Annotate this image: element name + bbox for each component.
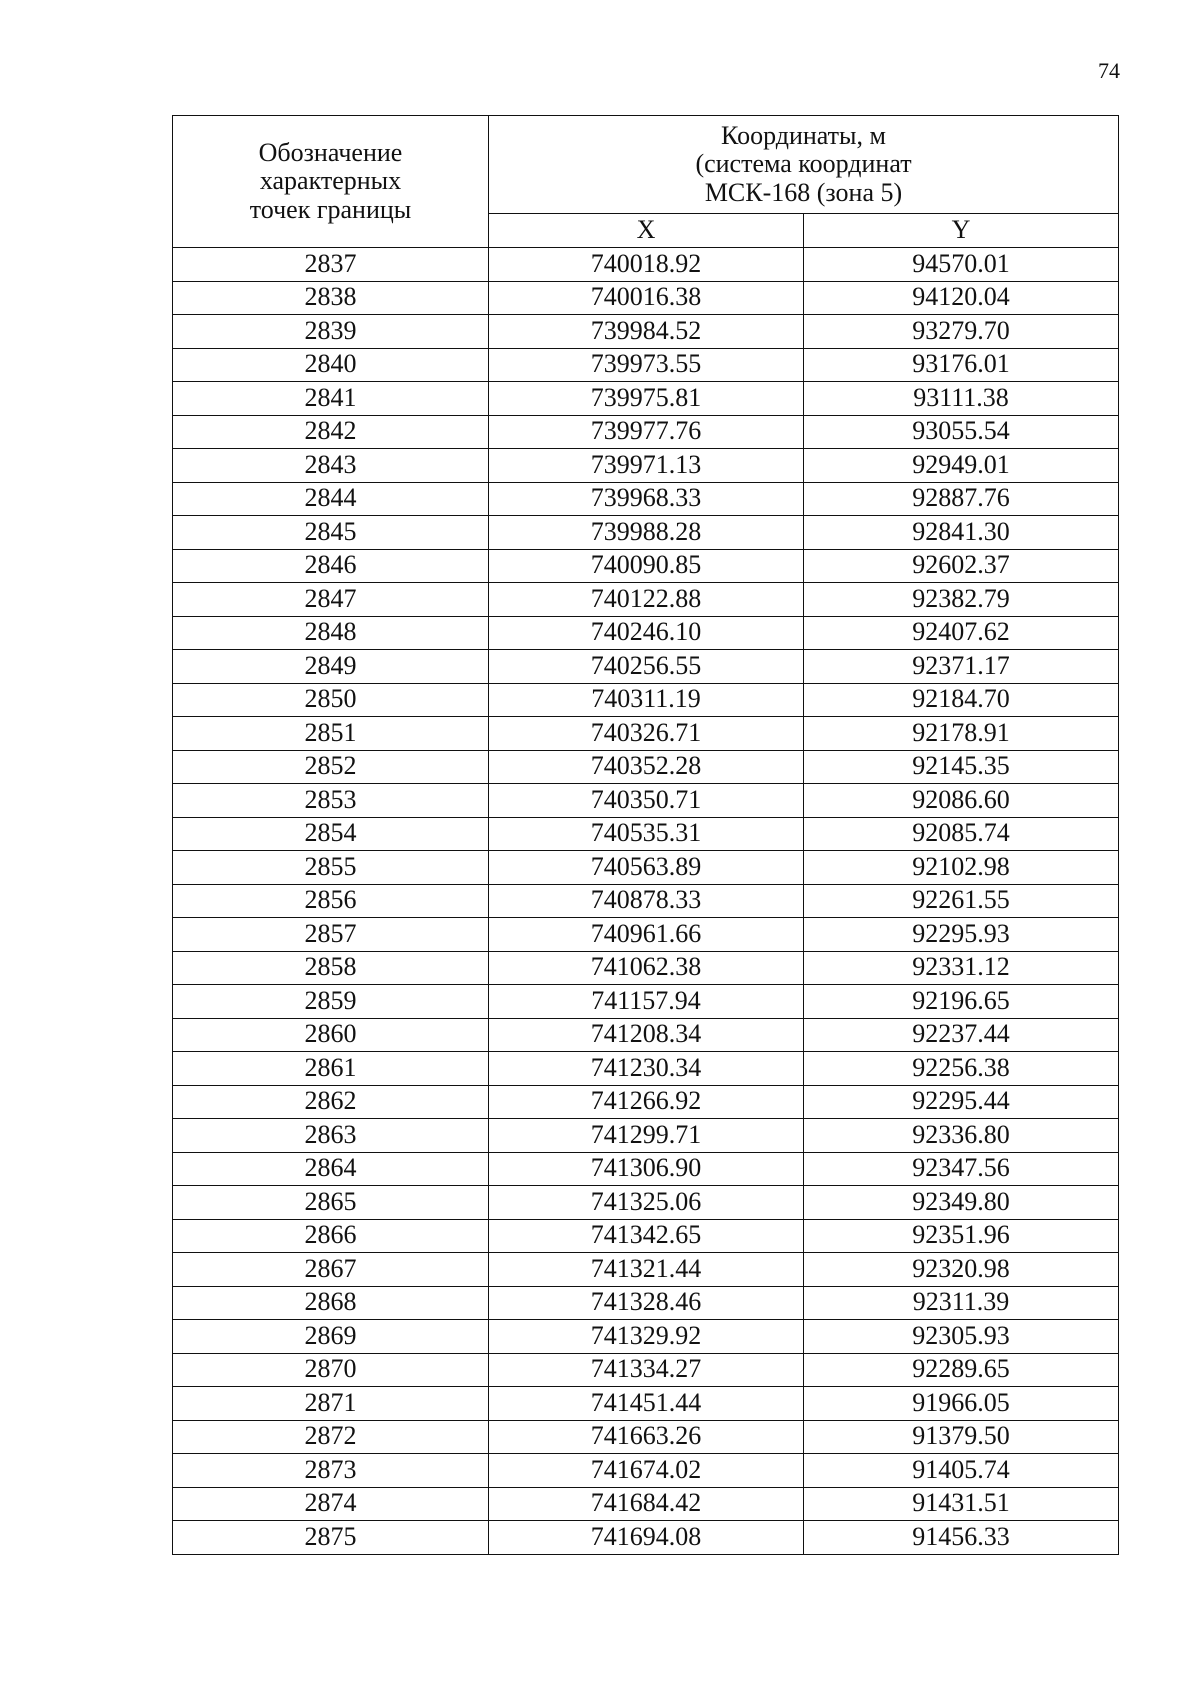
x-coord-cell: 739971.13: [489, 449, 804, 483]
x-coord-cell: 739973.55: [489, 348, 804, 382]
point-id-cell: 2855: [173, 851, 489, 885]
table-row: [173, 1152, 1119, 1186]
point-id-cell: 2860: [173, 1018, 489, 1052]
x-coord-cell: 741329.92: [489, 1320, 804, 1354]
y-coord-cell: 91379.50: [804, 1420, 1119, 1454]
x-coord-cell: 740563.89: [489, 851, 804, 885]
y-coord-cell: 92184.70: [804, 683, 1119, 717]
x-coord-cell: 741157.94: [489, 985, 804, 1019]
table-row: [173, 616, 1119, 650]
x-coord-cell: 740018.92: [489, 248, 804, 282]
y-coord-cell: 91405.74: [804, 1454, 1119, 1488]
table-body: [173, 248, 1119, 1555]
x-coord-cell: 739975.81: [489, 382, 804, 416]
x-coord-cell: 739977.76: [489, 415, 804, 449]
x-coord-cell: 740311.19: [489, 683, 804, 717]
table-row: [173, 1487, 1119, 1521]
y-coord-cell: 92295.93: [804, 918, 1119, 952]
y-coord-cell: 91456.33: [804, 1521, 1119, 1555]
coords-label-line2: (система координат: [695, 149, 912, 179]
point-id-cell: 2867: [173, 1253, 489, 1287]
table-row: [173, 248, 1119, 282]
table-row: [173, 1253, 1119, 1287]
table-row: [173, 281, 1119, 315]
point-id-cell: 2864: [173, 1152, 489, 1186]
x-coord-cell: 741062.38: [489, 951, 804, 985]
x-coord-cell: 741451.44: [489, 1387, 804, 1421]
point-id-cell: 2842: [173, 415, 489, 449]
table-row: [173, 1085, 1119, 1119]
x-coord-cell: 740961.66: [489, 918, 804, 952]
point-id-cell: 2874: [173, 1487, 489, 1521]
x-coord-cell: 741328.46: [489, 1286, 804, 1320]
point-id-cell: 2872: [173, 1420, 489, 1454]
x-coord-cell: 741230.34: [489, 1052, 804, 1086]
y-coord-cell: 92261.55: [804, 884, 1119, 918]
x-coord-cell: 739984.52: [489, 315, 804, 349]
table-row: [173, 348, 1119, 382]
point-id-cell: 2871: [173, 1387, 489, 1421]
y-coord-cell: 92237.44: [804, 1018, 1119, 1052]
point-id-cell: 2859: [173, 985, 489, 1019]
x-coord-cell: 740246.10: [489, 616, 804, 650]
point-id-cell: 2857: [173, 918, 489, 952]
y-coord-cell: 92295.44: [804, 1085, 1119, 1119]
y-coord-cell: 92305.93: [804, 1320, 1119, 1354]
table-row: [173, 918, 1119, 952]
table-row: [173, 1119, 1119, 1153]
y-coord-cell: 92196.65: [804, 985, 1119, 1019]
point-id-cell: 2866: [173, 1219, 489, 1253]
table-header: [173, 116, 1119, 248]
table-row: [173, 1186, 1119, 1220]
point-id-cell: 2844: [173, 482, 489, 516]
table-row: [173, 1387, 1119, 1421]
y-coord-cell: 92331.12: [804, 951, 1119, 985]
x-coord-cell: 741299.71: [489, 1119, 804, 1153]
x-coord-cell: 739968.33: [489, 482, 804, 516]
y-coord-cell: 92320.98: [804, 1253, 1119, 1287]
y-coord-cell: 92145.35: [804, 750, 1119, 784]
x-coord-cell: 740350.71: [489, 784, 804, 818]
y-coord-cell: 92351.96: [804, 1219, 1119, 1253]
table-row: [173, 851, 1119, 885]
x-coord-cell: 740122.88: [489, 583, 804, 617]
coordinates-table: [172, 115, 1119, 1555]
x-coord-cell: 740535.31: [489, 817, 804, 851]
x-coord-cell: 741694.08: [489, 1521, 804, 1555]
table-row: [173, 482, 1119, 516]
table-row: [173, 817, 1119, 851]
table-row: [173, 549, 1119, 583]
y-coord-cell: 92178.91: [804, 717, 1119, 751]
point-id-cell: 2841: [173, 382, 489, 416]
x-coord-cell: 740878.33: [489, 884, 804, 918]
point-id-cell: 2837: [173, 248, 489, 282]
coords-label-line1: Координаты, м: [721, 120, 886, 150]
point-id-cell: 2839: [173, 315, 489, 349]
table-row: [173, 315, 1119, 349]
table-row: [173, 583, 1119, 617]
coords-label-line3: МСК-168 (зона 5): [704, 177, 903, 207]
x-coord-cell: 741325.06: [489, 1186, 804, 1220]
x-coord-cell: 741334.27: [489, 1353, 804, 1387]
point-id-cell: 2875: [173, 1521, 489, 1555]
point-id-cell: 2840: [173, 348, 489, 382]
table-row: [173, 951, 1119, 985]
table-row: [173, 1353, 1119, 1387]
y-coord-cell: 91966.05: [804, 1387, 1119, 1421]
table-row: [173, 449, 1119, 483]
table-row: [173, 750, 1119, 784]
point-id-cell: 2843: [173, 449, 489, 483]
y-coord-cell: 92085.74: [804, 817, 1119, 851]
point-id-cell: 2848: [173, 616, 489, 650]
y-coord-cell: 92347.56: [804, 1152, 1119, 1186]
point-id-cell: 2869: [173, 1320, 489, 1354]
point-id-cell: 2845: [173, 516, 489, 550]
y-coord-cell: 92256.38: [804, 1052, 1119, 1086]
point-id-cell: 2849: [173, 650, 489, 684]
table-row: [173, 1454, 1119, 1488]
point-id-cell: 2862: [173, 1085, 489, 1119]
y-coord-cell: 92371.17: [804, 650, 1119, 684]
y-header: Y: [804, 214, 1119, 248]
y-coord-cell: 92887.76: [804, 482, 1119, 516]
x-coord-cell: 740016.38: [489, 281, 804, 315]
y-coord-cell: 92349.80: [804, 1186, 1119, 1220]
point-id-cell: 2873: [173, 1454, 489, 1488]
x-coord-cell: 739988.28: [489, 516, 804, 550]
table-row: [173, 985, 1119, 1019]
x-coord-cell: 740352.28: [489, 750, 804, 784]
y-coord-cell: 92086.60: [804, 784, 1119, 818]
table-row: [173, 1219, 1119, 1253]
point-id-cell: 2847: [173, 583, 489, 617]
table-row: [173, 1420, 1119, 1454]
x-coord-cell: 740256.55: [489, 650, 804, 684]
y-coord-cell: 92289.65: [804, 1353, 1119, 1387]
point-id-cell: 2863: [173, 1119, 489, 1153]
point-id-cell: 2858: [173, 951, 489, 985]
point-id-cell: 2838: [173, 281, 489, 315]
point-id-cell: 2854: [173, 817, 489, 851]
y-coord-cell: 94570.01: [804, 248, 1119, 282]
point-id-cell: 2850: [173, 683, 489, 717]
table-row: [173, 717, 1119, 751]
x-coord-cell: 740090.85: [489, 549, 804, 583]
table-row: [173, 1018, 1119, 1052]
point-label-text: Обозначение характерных точек границы: [249, 137, 412, 224]
x-coord-cell: 741674.02: [489, 1454, 804, 1488]
y-coord-cell: 92382.79: [804, 583, 1119, 617]
x-coord-cell: 741306.90: [489, 1152, 804, 1186]
table-row: [173, 1286, 1119, 1320]
table-row: [173, 884, 1119, 918]
point-id-cell: 2870: [173, 1353, 489, 1387]
x-coord-cell: 740326.71: [489, 717, 804, 751]
y-coord-cell: 94120.04: [804, 281, 1119, 315]
x-header: X: [489, 214, 804, 248]
coords-group-header: [489, 116, 1119, 214]
x-coord-cell: 741266.92: [489, 1085, 804, 1119]
y-coord-cell: 92602.37: [804, 549, 1119, 583]
y-coord-cell: 93111.38: [804, 382, 1119, 416]
y-coord-cell: 93176.01: [804, 348, 1119, 382]
point-id-cell: 2861: [173, 1052, 489, 1086]
y-coord-cell: 92102.98: [804, 851, 1119, 885]
point-id-cell: 2865: [173, 1186, 489, 1220]
x-coord-cell: 741663.26: [489, 1420, 804, 1454]
y-coord-cell: 93279.70: [804, 315, 1119, 349]
y-coord-cell: 92407.62: [804, 616, 1119, 650]
point-id-cell: 2852: [173, 750, 489, 784]
y-coord-cell: 92336.80: [804, 1119, 1119, 1153]
table-row: [173, 650, 1119, 684]
table-row: [173, 516, 1119, 550]
table-row: [173, 1052, 1119, 1086]
point-id-cell: 2868: [173, 1286, 489, 1320]
point-label-header: [173, 116, 489, 248]
x-coord-cell: 741208.34: [489, 1018, 804, 1052]
table-row: [173, 784, 1119, 818]
point-id-cell: 2853: [173, 784, 489, 818]
point-id-cell: 2846: [173, 549, 489, 583]
table-row: [173, 683, 1119, 717]
table-row: [173, 1320, 1119, 1354]
x-coord-cell: 741684.42: [489, 1487, 804, 1521]
page-number: 74: [1098, 58, 1120, 83]
x-coord-cell: 741342.65: [489, 1219, 804, 1253]
point-id-cell: 2856: [173, 884, 489, 918]
point-id-cell: 2851: [173, 717, 489, 751]
table-row: [173, 415, 1119, 449]
x-coord-cell: 741321.44: [489, 1253, 804, 1287]
y-coord-cell: 92949.01: [804, 449, 1119, 483]
y-coord-cell: 92311.39: [804, 1286, 1119, 1320]
y-coord-cell: 93055.54: [804, 415, 1119, 449]
table-row: [173, 382, 1119, 416]
table-row: [173, 1521, 1119, 1555]
y-coord-cell: 92841.30: [804, 516, 1119, 550]
y-coord-cell: 91431.51: [804, 1487, 1119, 1521]
